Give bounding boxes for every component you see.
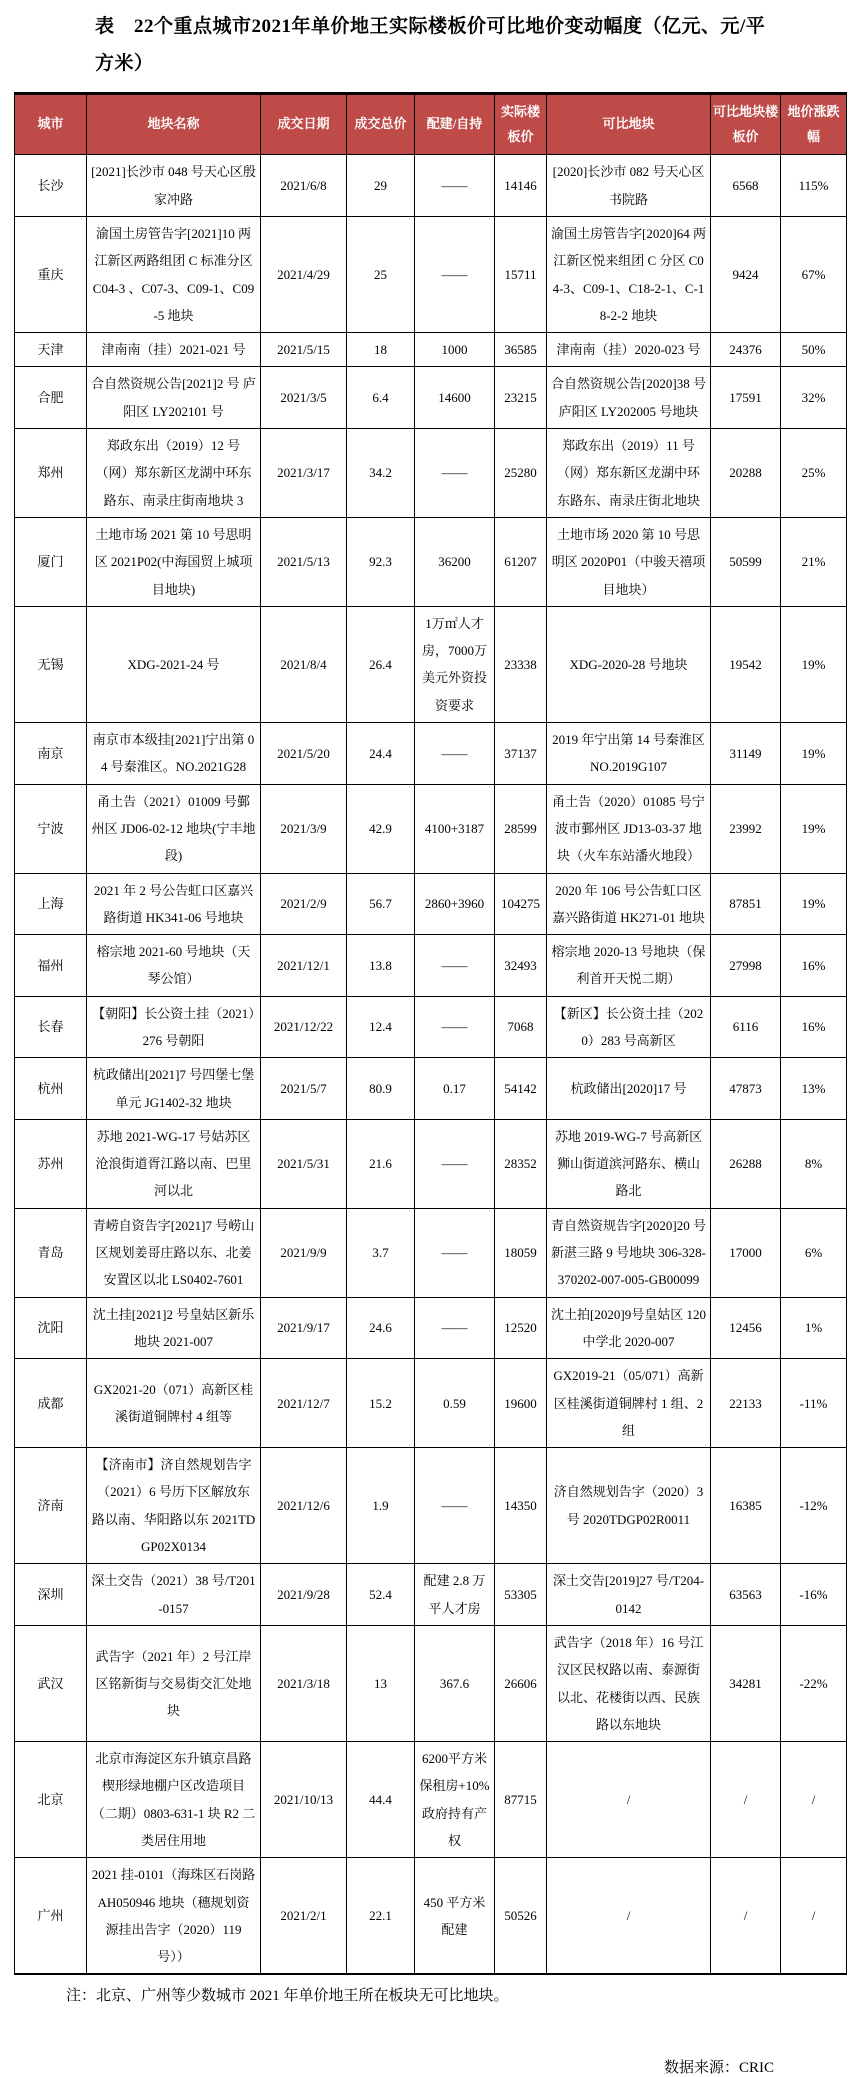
table-row <box>15 1742 847 1858</box>
table-row <box>15 873 847 935</box>
cell-price-change: 32% <box>781 367 847 429</box>
header-cell-price-change: 地价涨跌幅 <box>781 94 847 155</box>
cell-price-change: 6% <box>781 1208 847 1297</box>
cell-plot-name: 【济南市】济自然规划告字（2021）6 号历下区解放东路以南、华阳路以东 2021TDGP02X0134 <box>87 1448 261 1564</box>
table-row <box>15 517 847 606</box>
cell-total-price: 13.8 <box>347 935 415 997</box>
cell-comparable-floor-price: 63563 <box>711 1564 781 1626</box>
cell-plot-name: [2021]长沙市 048 号天心区殷家冲路 <box>87 155 261 217</box>
cell-total-price: 21.6 <box>347 1119 415 1208</box>
cell-comparable-floor-price: 23992 <box>711 784 781 873</box>
table-row <box>15 1208 847 1297</box>
cell-allocation: —— <box>415 935 495 997</box>
cell-comparable-plot: 土地市场 2020 第 10 号思明区 2020P01（中骏天禧项目地块） <box>547 517 711 606</box>
cell-comparable-floor-price: 31149 <box>711 723 781 785</box>
cell-comparable-plot: 郑政东出（2019）11 号（网）郑东新区龙湖中环东路东、南录庄街北地块 <box>547 429 711 518</box>
cell-total-price: 12.4 <box>347 996 415 1058</box>
cell-comparable-plot: 青自然资规告字[2020]20 号新湛三路 9 号地块 306-328-370202-007-005-GB00099 <box>547 1208 711 1297</box>
cell-allocation: 配建 2.8 万平人才房 <box>415 1564 495 1626</box>
land-price-table <box>14 92 847 1975</box>
cell-deal-date: 2021/6/8 <box>261 155 347 217</box>
cell-city: 苏州 <box>15 1119 87 1208</box>
cell-comparable-plot: 渝国土房管告字[2020]64 两江新区悦来组团 C 分区 C04-3、C09-1、C18-2-1、C-18-2-2 地块 <box>547 216 711 332</box>
cell-city: 广州 <box>15 1858 87 1975</box>
header-cell-city: 城市 <box>15 94 87 155</box>
cell-total-price: 6.4 <box>347 367 415 429</box>
table-row <box>15 606 847 722</box>
cell-comparable-floor-price: 20288 <box>711 429 781 518</box>
cell-total-price: 24.4 <box>347 723 415 785</box>
cell-floor-price: 12520 <box>495 1297 547 1359</box>
cell-price-change: / <box>781 1858 847 1975</box>
cell-city: 宁波 <box>15 784 87 873</box>
cell-allocation: —— <box>415 429 495 518</box>
cell-floor-price: 104275 <box>495 873 547 935</box>
cell-city: 无锡 <box>15 606 87 722</box>
cell-comparable-plot: 合自然资规公告[2020]38 号 庐阳区 LY202005 号地块 <box>547 367 711 429</box>
cell-comparable-plot: 【新区】长公资土挂（2020）283 号高新区 <box>547 996 711 1058</box>
cell-city: 合肥 <box>15 367 87 429</box>
cell-total-price: 44.4 <box>347 1742 415 1858</box>
cell-comparable-floor-price: 47873 <box>711 1058 781 1120</box>
cell-allocation: —— <box>415 1297 495 1359</box>
cell-comparable-floor-price: / <box>711 1858 781 1975</box>
cell-deal-date: 2021/9/9 <box>261 1208 347 1297</box>
cell-comparable-floor-price: 27998 <box>711 935 781 997</box>
cell-price-change: 16% <box>781 996 847 1058</box>
header-cell-allocation: 配建/自持 <box>415 94 495 155</box>
cell-comparable-floor-price: 34281 <box>711 1625 781 1741</box>
cell-deal-date: 2021/5/15 <box>261 333 347 367</box>
cell-comparable-plot: 杭政储出[2020]17 号 <box>547 1058 711 1120</box>
cell-total-price: 1.9 <box>347 1448 415 1564</box>
cell-plot-name: 青崂自资告字[2021]7 号崂山区规划姜哥庄路以东、北姜安置区以北 LS0402-7601 <box>87 1208 261 1297</box>
cell-allocation: 367.6 <box>415 1625 495 1741</box>
cell-city: 北京 <box>15 1742 87 1858</box>
cell-total-price: 29 <box>347 155 415 217</box>
cell-allocation: 6200平方米保租房+10%政府持有产权 <box>415 1742 495 1858</box>
cell-total-price: 3.7 <box>347 1208 415 1297</box>
cell-floor-price: 25280 <box>495 429 547 518</box>
table-row <box>15 1119 847 1208</box>
cell-total-price: 42.9 <box>347 784 415 873</box>
cell-floor-price: 28352 <box>495 1119 547 1208</box>
cell-total-price: 56.7 <box>347 873 415 935</box>
cell-plot-name: 土地市场 2021 第 10 号思明区 2021P02(中海国贸上城项目地块) <box>87 517 261 606</box>
cell-total-price: 13 <box>347 1625 415 1741</box>
cell-comparable-floor-price: 26288 <box>711 1119 781 1208</box>
cell-comparable-plot: 津南南（挂）2020-023 号 <box>547 333 711 367</box>
cell-allocation: 14600 <box>415 367 495 429</box>
cell-allocation: 2860+3960 <box>415 873 495 935</box>
cell-total-price: 92.3 <box>347 517 415 606</box>
cell-deal-date: 2021/5/31 <box>261 1119 347 1208</box>
cell-allocation: 450 平方米配建 <box>415 1858 495 1975</box>
cell-total-price: 25 <box>347 216 415 332</box>
cell-allocation: —— <box>415 155 495 217</box>
cell-plot-name: 杭政储出[2021]7 号四堡七堡单元 JG1402-32 地块 <box>87 1058 261 1120</box>
cell-price-change: 8% <box>781 1119 847 1208</box>
cell-price-change: -22% <box>781 1625 847 1741</box>
cell-city: 南京 <box>15 723 87 785</box>
cell-city: 郑州 <box>15 429 87 518</box>
cell-price-change: 19% <box>781 873 847 935</box>
cell-price-change: -16% <box>781 1564 847 1626</box>
cell-comparable-floor-price: 9424 <box>711 216 781 332</box>
cell-deal-date: 2021/3/9 <box>261 784 347 873</box>
cell-plot-name: 津南南（挂）2021-021 号 <box>87 333 261 367</box>
cell-price-change: 16% <box>781 935 847 997</box>
cell-city: 厦门 <box>15 517 87 606</box>
cell-price-change: 67% <box>781 216 847 332</box>
cell-plot-name: 武告字（2021 年）2 号江岸区铭新街与交易街交汇处地块 <box>87 1625 261 1741</box>
cell-plot-name: 苏地 2021-WG-17 号姑苏区沧浪街道胥江路以南、巴里河以北 <box>87 1119 261 1208</box>
cell-floor-price: 23215 <box>495 367 547 429</box>
cell-price-change: 19% <box>781 606 847 722</box>
cell-city: 沈阳 <box>15 1297 87 1359</box>
cell-city: 济南 <box>15 1448 87 1564</box>
cell-deal-date: 2021/2/1 <box>261 1858 347 1975</box>
cell-floor-price: 36585 <box>495 333 547 367</box>
cell-allocation: —— <box>415 216 495 332</box>
cell-allocation: —— <box>415 1208 495 1297</box>
header-cell-floor-price: 实际楼板价 <box>495 94 547 155</box>
cell-city: 深圳 <box>15 1564 87 1626</box>
cell-comparable-plot: 甬土告（2020）01085 号宁波市鄞州区 JD13-03-37 地块（火车东站潘火地段） <box>547 784 711 873</box>
header-cell-total-price: 成交总价 <box>347 94 415 155</box>
cell-deal-date: 2021/8/4 <box>261 606 347 722</box>
cell-floor-price: 87715 <box>495 1742 547 1858</box>
cell-floor-price: 37137 <box>495 723 547 785</box>
cell-deal-date: 2021/2/9 <box>261 873 347 935</box>
cell-total-price: 34.2 <box>347 429 415 518</box>
cell-deal-date: 2021/4/29 <box>261 216 347 332</box>
cell-floor-price: 26606 <box>495 1625 547 1741</box>
cell-price-change: 13% <box>781 1058 847 1120</box>
table-title: 表 22个重点城市2021年单价地王实际楼板价可比地价变动幅度（亿元、元/平方米） <box>95 16 766 74</box>
cell-city: 长春 <box>15 996 87 1058</box>
cell-floor-price: 32493 <box>495 935 547 997</box>
table-header <box>15 94 847 155</box>
cell-comparable-floor-price: 16385 <box>711 1448 781 1564</box>
cell-allocation: 0.59 <box>415 1359 495 1448</box>
cell-comparable-plot: 沈土拍[2020]9号皇姑区 120 中学北 2020-007 <box>547 1297 711 1359</box>
cell-allocation: 36200 <box>415 517 495 606</box>
cell-plot-name: 榕宗地 2021-60 号地块（天琴公馆） <box>87 935 261 997</box>
cell-plot-name: 2021 挂-0101（海珠区石岗路 AH050946 地块（穗规划资源挂出告字（2020）119 号）） <box>87 1858 261 1975</box>
cell-allocation: —— <box>415 723 495 785</box>
cell-plot-name: 沈土挂[2021]2 号皇姑区新乐地块 2021-007 <box>87 1297 261 1359</box>
cell-comparable-floor-price: 22133 <box>711 1359 781 1448</box>
cell-allocation: 0.17 <box>415 1058 495 1120</box>
table-row <box>15 216 847 332</box>
cell-plot-name: 2021 年 2 号公告虹口区嘉兴路街道 HK341-06 号地块 <box>87 873 261 935</box>
cell-floor-price: 15711 <box>495 216 547 332</box>
table-row <box>15 1564 847 1626</box>
table-row <box>15 935 847 997</box>
cell-comparable-plot: 济自然规划告字（2020）3 号 2020TDGP02R0011 <box>547 1448 711 1564</box>
cell-deal-date: 2021/3/18 <box>261 1625 347 1741</box>
table-row <box>15 723 847 785</box>
header-row <box>15 94 847 155</box>
cell-plot-name: 郑政东出（2019）12 号（网）郑东新区龙湖中环东路东、南录庄街南地块 3 <box>87 429 261 518</box>
cell-deal-date: 2021/12/6 <box>261 1448 347 1564</box>
cell-plot-name: 甬土告（2021）01009 号鄞州区 JD06-02-12 地块(宁丰地段) <box>87 784 261 873</box>
cell-price-change: 25% <box>781 429 847 518</box>
cell-total-price: 15.2 <box>347 1359 415 1448</box>
cell-city: 天津 <box>15 333 87 367</box>
cell-deal-date: 2021/12/22 <box>261 996 347 1058</box>
cell-city: 武汉 <box>15 1625 87 1741</box>
cell-deal-date: 2021/5/7 <box>261 1058 347 1120</box>
cell-comparable-floor-price: 17591 <box>711 367 781 429</box>
cell-plot-name: GX2021-20（071）高新区桂溪街道铜牌村 4 组等 <box>87 1359 261 1448</box>
cell-comparable-plot: / <box>547 1858 711 1975</box>
table-row <box>15 367 847 429</box>
cell-total-price: 24.6 <box>347 1297 415 1359</box>
cell-plot-name: 渝国土房管告字[2021]10 两江新区两路组团 C 标准分区 C04-3 、C07-3、C09-1、C09-5 地块 <box>87 216 261 332</box>
cell-comparable-floor-price: 87851 <box>711 873 781 935</box>
cell-comparable-floor-price: 12456 <box>711 1297 781 1359</box>
cell-comparable-plot: / <box>547 1742 711 1858</box>
table-row <box>15 429 847 518</box>
cell-deal-date: 2021/12/7 <box>261 1359 347 1448</box>
header-cell-comparable-floor-price: 可比地块楼板价 <box>711 94 781 155</box>
cell-city: 杭州 <box>15 1058 87 1120</box>
cell-allocation: —— <box>415 1119 495 1208</box>
cell-comparable-plot: 榕宗地 2020-13 号地块（保利首开天悦二期） <box>547 935 711 997</box>
cell-city: 上海 <box>15 873 87 935</box>
table-row <box>15 1448 847 1564</box>
cell-comparable-floor-price: 6568 <box>711 155 781 217</box>
cell-plot-name: 合自然资规公告[2021]2 号 庐阳区 LY202101 号 <box>87 367 261 429</box>
cell-deal-date: 2021/9/17 <box>261 1297 347 1359</box>
cell-total-price: 18 <box>347 333 415 367</box>
cell-deal-date: 2021/3/5 <box>261 367 347 429</box>
table-row <box>15 1297 847 1359</box>
footnote: 注：北京、广州等少数城市 2021 年单价地王所在板块无可比地块。 <box>66 1988 509 2005</box>
table-row <box>15 1858 847 1975</box>
cell-comparable-floor-price: 19542 <box>711 606 781 722</box>
cell-plot-name: 深土交告（2021）38 号/T201-0157 <box>87 1564 261 1626</box>
table-row <box>15 1359 847 1448</box>
table-row <box>15 1058 847 1120</box>
cell-city: 成都 <box>15 1359 87 1448</box>
table-row <box>15 155 847 217</box>
cell-price-change: 21% <box>781 517 847 606</box>
cell-floor-price: 23338 <box>495 606 547 722</box>
cell-price-change: -11% <box>781 1359 847 1448</box>
cell-deal-date: 2021/9/28 <box>261 1564 347 1626</box>
cell-allocation: —— <box>415 996 495 1058</box>
cell-floor-price: 7068 <box>495 996 547 1058</box>
cell-floor-price: 28599 <box>495 784 547 873</box>
header-cell-comparable-plot: 可比地块 <box>547 94 711 155</box>
cell-total-price: 80.9 <box>347 1058 415 1120</box>
cell-price-change: -12% <box>781 1448 847 1564</box>
cell-price-change: / <box>781 1742 847 1858</box>
cell-comparable-floor-price: 50599 <box>711 517 781 606</box>
table-body <box>15 155 847 1975</box>
cell-total-price: 52.4 <box>347 1564 415 1626</box>
cell-floor-price: 50526 <box>495 1858 547 1975</box>
cell-comparable-plot: 深土交告[2019]27 号/T204-0142 <box>547 1564 711 1626</box>
header-cell-plot-name: 地块名称 <box>87 94 261 155</box>
data-source: 数据来源：CRIC <box>663 2060 774 2077</box>
cell-plot-name: XDG-2021-24 号 <box>87 606 261 722</box>
cell-comparable-plot: 武告字（2018 年）16 号江汉区民权路以南、泰源街以北、花楼街以西、民族路以东地块 <box>547 1625 711 1741</box>
cell-floor-price: 54142 <box>495 1058 547 1120</box>
cell-deal-date: 2021/5/20 <box>261 723 347 785</box>
cell-total-price: 26.4 <box>347 606 415 722</box>
cell-price-change: 19% <box>781 723 847 785</box>
cell-deal-date: 2021/10/13 <box>261 1742 347 1858</box>
cell-comparable-floor-price: 24376 <box>711 333 781 367</box>
cell-comparable-floor-price: 17000 <box>711 1208 781 1297</box>
cell-plot-name: 北京市海淀区东升镇京昌路楔形绿地棚户区改造项目（二期）0803-631-1 块 R2 二类居住用地 <box>87 1742 261 1858</box>
cell-allocation: 1000 <box>415 333 495 367</box>
table-row <box>15 333 847 367</box>
cell-total-price: 22.1 <box>347 1858 415 1975</box>
cell-city: 福州 <box>15 935 87 997</box>
cell-price-change: 1% <box>781 1297 847 1359</box>
cell-comparable-plot: 苏地 2019-WG-7 号高新区狮山街道滨河路东、横山路北 <box>547 1119 711 1208</box>
table-row <box>15 996 847 1058</box>
cell-allocation: —— <box>415 1448 495 1564</box>
cell-comparable-floor-price: 6116 <box>711 996 781 1058</box>
cell-plot-name: 【朝阳】长公资土挂（2021）276 号朝阳 <box>87 996 261 1058</box>
cell-city: 长沙 <box>15 155 87 217</box>
cell-deal-date: 2021/12/1 <box>261 935 347 997</box>
cell-allocation: 1万㎡人才房，7000万美元外资投资要求 <box>415 606 495 722</box>
table-row <box>15 784 847 873</box>
cell-deal-date: 2021/3/17 <box>261 429 347 518</box>
cell-city: 重庆 <box>15 216 87 332</box>
cell-allocation: 4100+3187 <box>415 784 495 873</box>
cell-floor-price: 53305 <box>495 1564 547 1626</box>
cell-comparable-plot: 2020 年 106 号公告虹口区嘉兴路街道 HK271-01 地块 <box>547 873 711 935</box>
cell-floor-price: 14350 <box>495 1448 547 1564</box>
cell-comparable-floor-price: / <box>711 1742 781 1858</box>
cell-price-change: 115% <box>781 155 847 217</box>
cell-deal-date: 2021/5/13 <box>261 517 347 606</box>
cell-comparable-plot: XDG-2020-28 号地块 <box>547 606 711 722</box>
cell-floor-price: 18059 <box>495 1208 547 1297</box>
table-row <box>15 1625 847 1741</box>
cell-price-change: 19% <box>781 784 847 873</box>
cell-comparable-plot: GX2019-21（05/071）高新区桂溪街道铜牌村 1 组、2 组 <box>547 1359 711 1448</box>
cell-floor-price: 19600 <box>495 1359 547 1448</box>
header-cell-deal-date: 成交日期 <box>261 94 347 155</box>
cell-floor-price: 61207 <box>495 517 547 606</box>
cell-floor-price: 14146 <box>495 155 547 217</box>
cell-city: 青岛 <box>15 1208 87 1297</box>
cell-price-change: 50% <box>781 333 847 367</box>
cell-comparable-plot: 2019 年宁出第 14 号秦淮区 NO.2019G107 <box>547 723 711 785</box>
cell-plot-name: 南京市本级挂[2021]宁出第 04 号秦淮区。NO.2021G28 <box>87 723 261 785</box>
cell-comparable-plot: [2020]长沙市 082 号天心区书院路 <box>547 155 711 217</box>
